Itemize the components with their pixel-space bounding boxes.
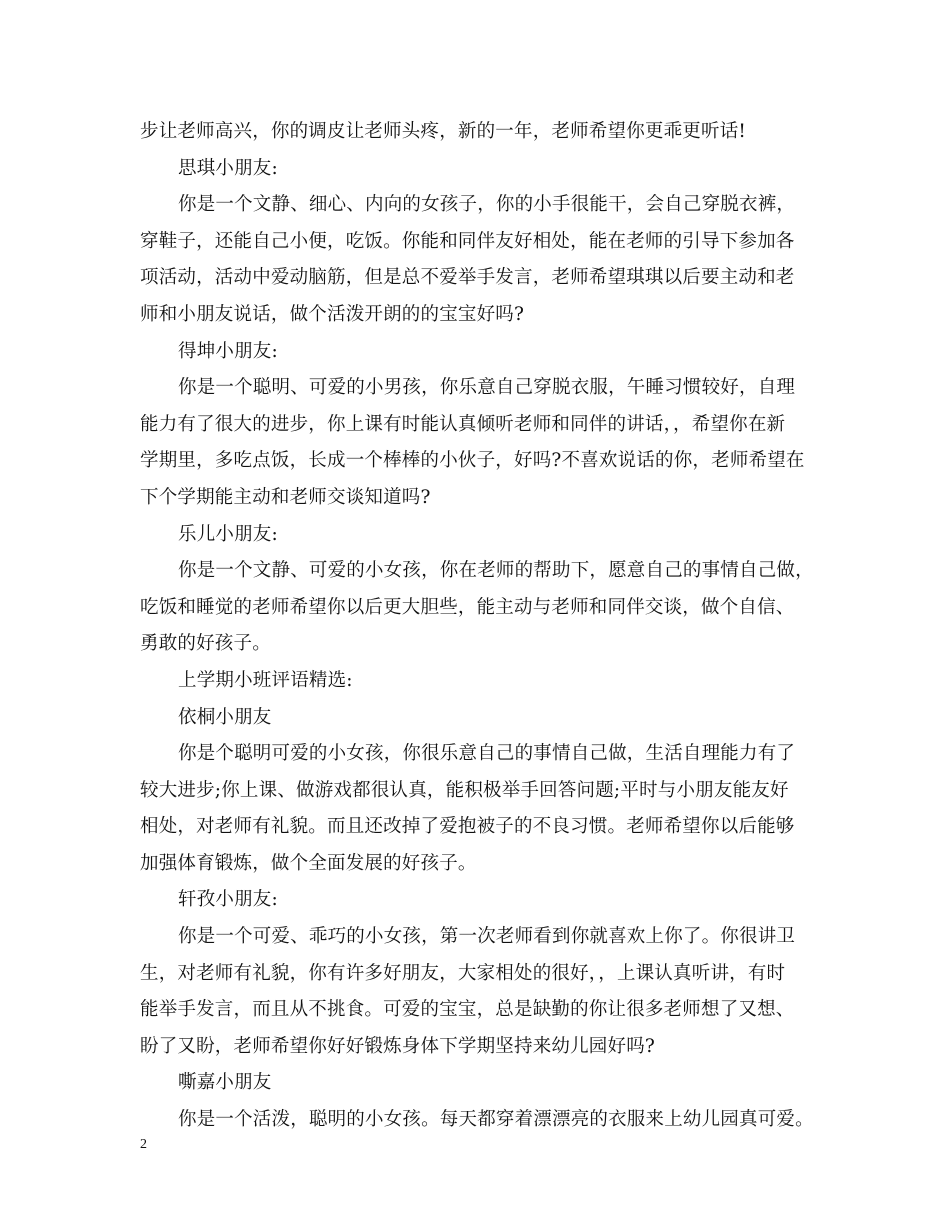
text-line: 下个学期能主动和老师交谈知道吗? [140, 486, 431, 508]
text-line: 嘶嘉小朋友 [178, 1072, 272, 1094]
page-number: 2 [140, 1137, 147, 1152]
text-line: 加强体育锻炼，做个全面发展的好孩子。 [140, 852, 477, 874]
text-line: 你是个聪明可爱的小女孩，你很乐意自己的事情自己做，生活自理能力有了 [178, 743, 796, 765]
text-line: 相处，对老师有礼貌。而且还改掉了爱抱被子的不良习惯。老师希望你以后能够 [140, 816, 795, 838]
text-line: 你是一个活泼，聪明的小女孩。每天都穿着漂漂亮的衣服来上幼儿园真可爱。 [178, 1109, 814, 1131]
text-line: 你是一个文静、细心、内向的女孩子，你的小手很能干，会自己穿脱衣裤， [178, 194, 796, 216]
text-line: 盼了又盼，老师希望你好好锻炼身体下学期坚持来幼儿园好吗? [140, 1035, 656, 1057]
text-line: 你是一个可爱、乖巧的小女孩，第一次老师看到你就喜欢上你了。你很讲卫 [178, 926, 796, 948]
text-line: 吃饭和睡觉的老师希望你以后更大胆些，能主动与老师和同伴交谈，做个自信、 [140, 596, 795, 618]
text-line: 乐儿小朋友: [178, 523, 278, 545]
text-line: 能举手发言，而且从不挑食。可爱的宝宝，总是缺勤的你让很多老师想了又想、 [140, 999, 795, 1021]
text-line: 依桐小朋友 [178, 706, 272, 728]
text-line: 较大进步;你上课、做游戏都很认真，能积极举手回答问题;平时与小朋友能友好 [140, 779, 789, 801]
text-line: 勇敢的好孩子。 [140, 633, 271, 655]
text-line: 你是一个聪明、可爱的小男孩，你乐意自己穿脱衣服，午睡习惯较好，自理 [178, 377, 796, 399]
text-line: 思琪小朋友: [178, 157, 278, 179]
text-line: 能力有了很大的进步，你上课有时能认真倾听老师和同伴的讲话，，希望你在新 [140, 413, 786, 435]
text-line: 师和小朋友说话，做个活泼开朗的的宝宝好吗? [140, 303, 525, 325]
text-line: 生，对老师有礼貌，你有许多好朋友，大家相处的很好，，上课认真听讲，有时 [140, 962, 786, 984]
text-line: 轩孜小朋友: [178, 889, 278, 911]
text-line: 项活动，活动中爱动脑筋，但是总不爱举手发言，老师希望琪琪以后要主动和老 [140, 267, 795, 289]
text-line: 得坤小朋友: [178, 340, 278, 362]
document-body [140, 114, 840, 1139]
text-line: 上学期小班评语精选: [178, 669, 353, 691]
text-line: 穿鞋子，还能自己小便，吃饭。你能和同伴友好相处，能在老师的引导下参加各 [140, 230, 795, 252]
text-line: 你是一个文静、可爱的小女孩，你在老师的帮助下，愿意自己的事情自己做， [178, 560, 814, 582]
text-line: 步让老师高兴，你的调皮让老师头疼，新的一年，老师希望你更乖更听话! [140, 121, 747, 142]
text-line: 学期里，多吃点饭，长成一个棒棒的小伙子，好吗?不喜欢说话的你，老师希望在 [140, 450, 805, 472]
